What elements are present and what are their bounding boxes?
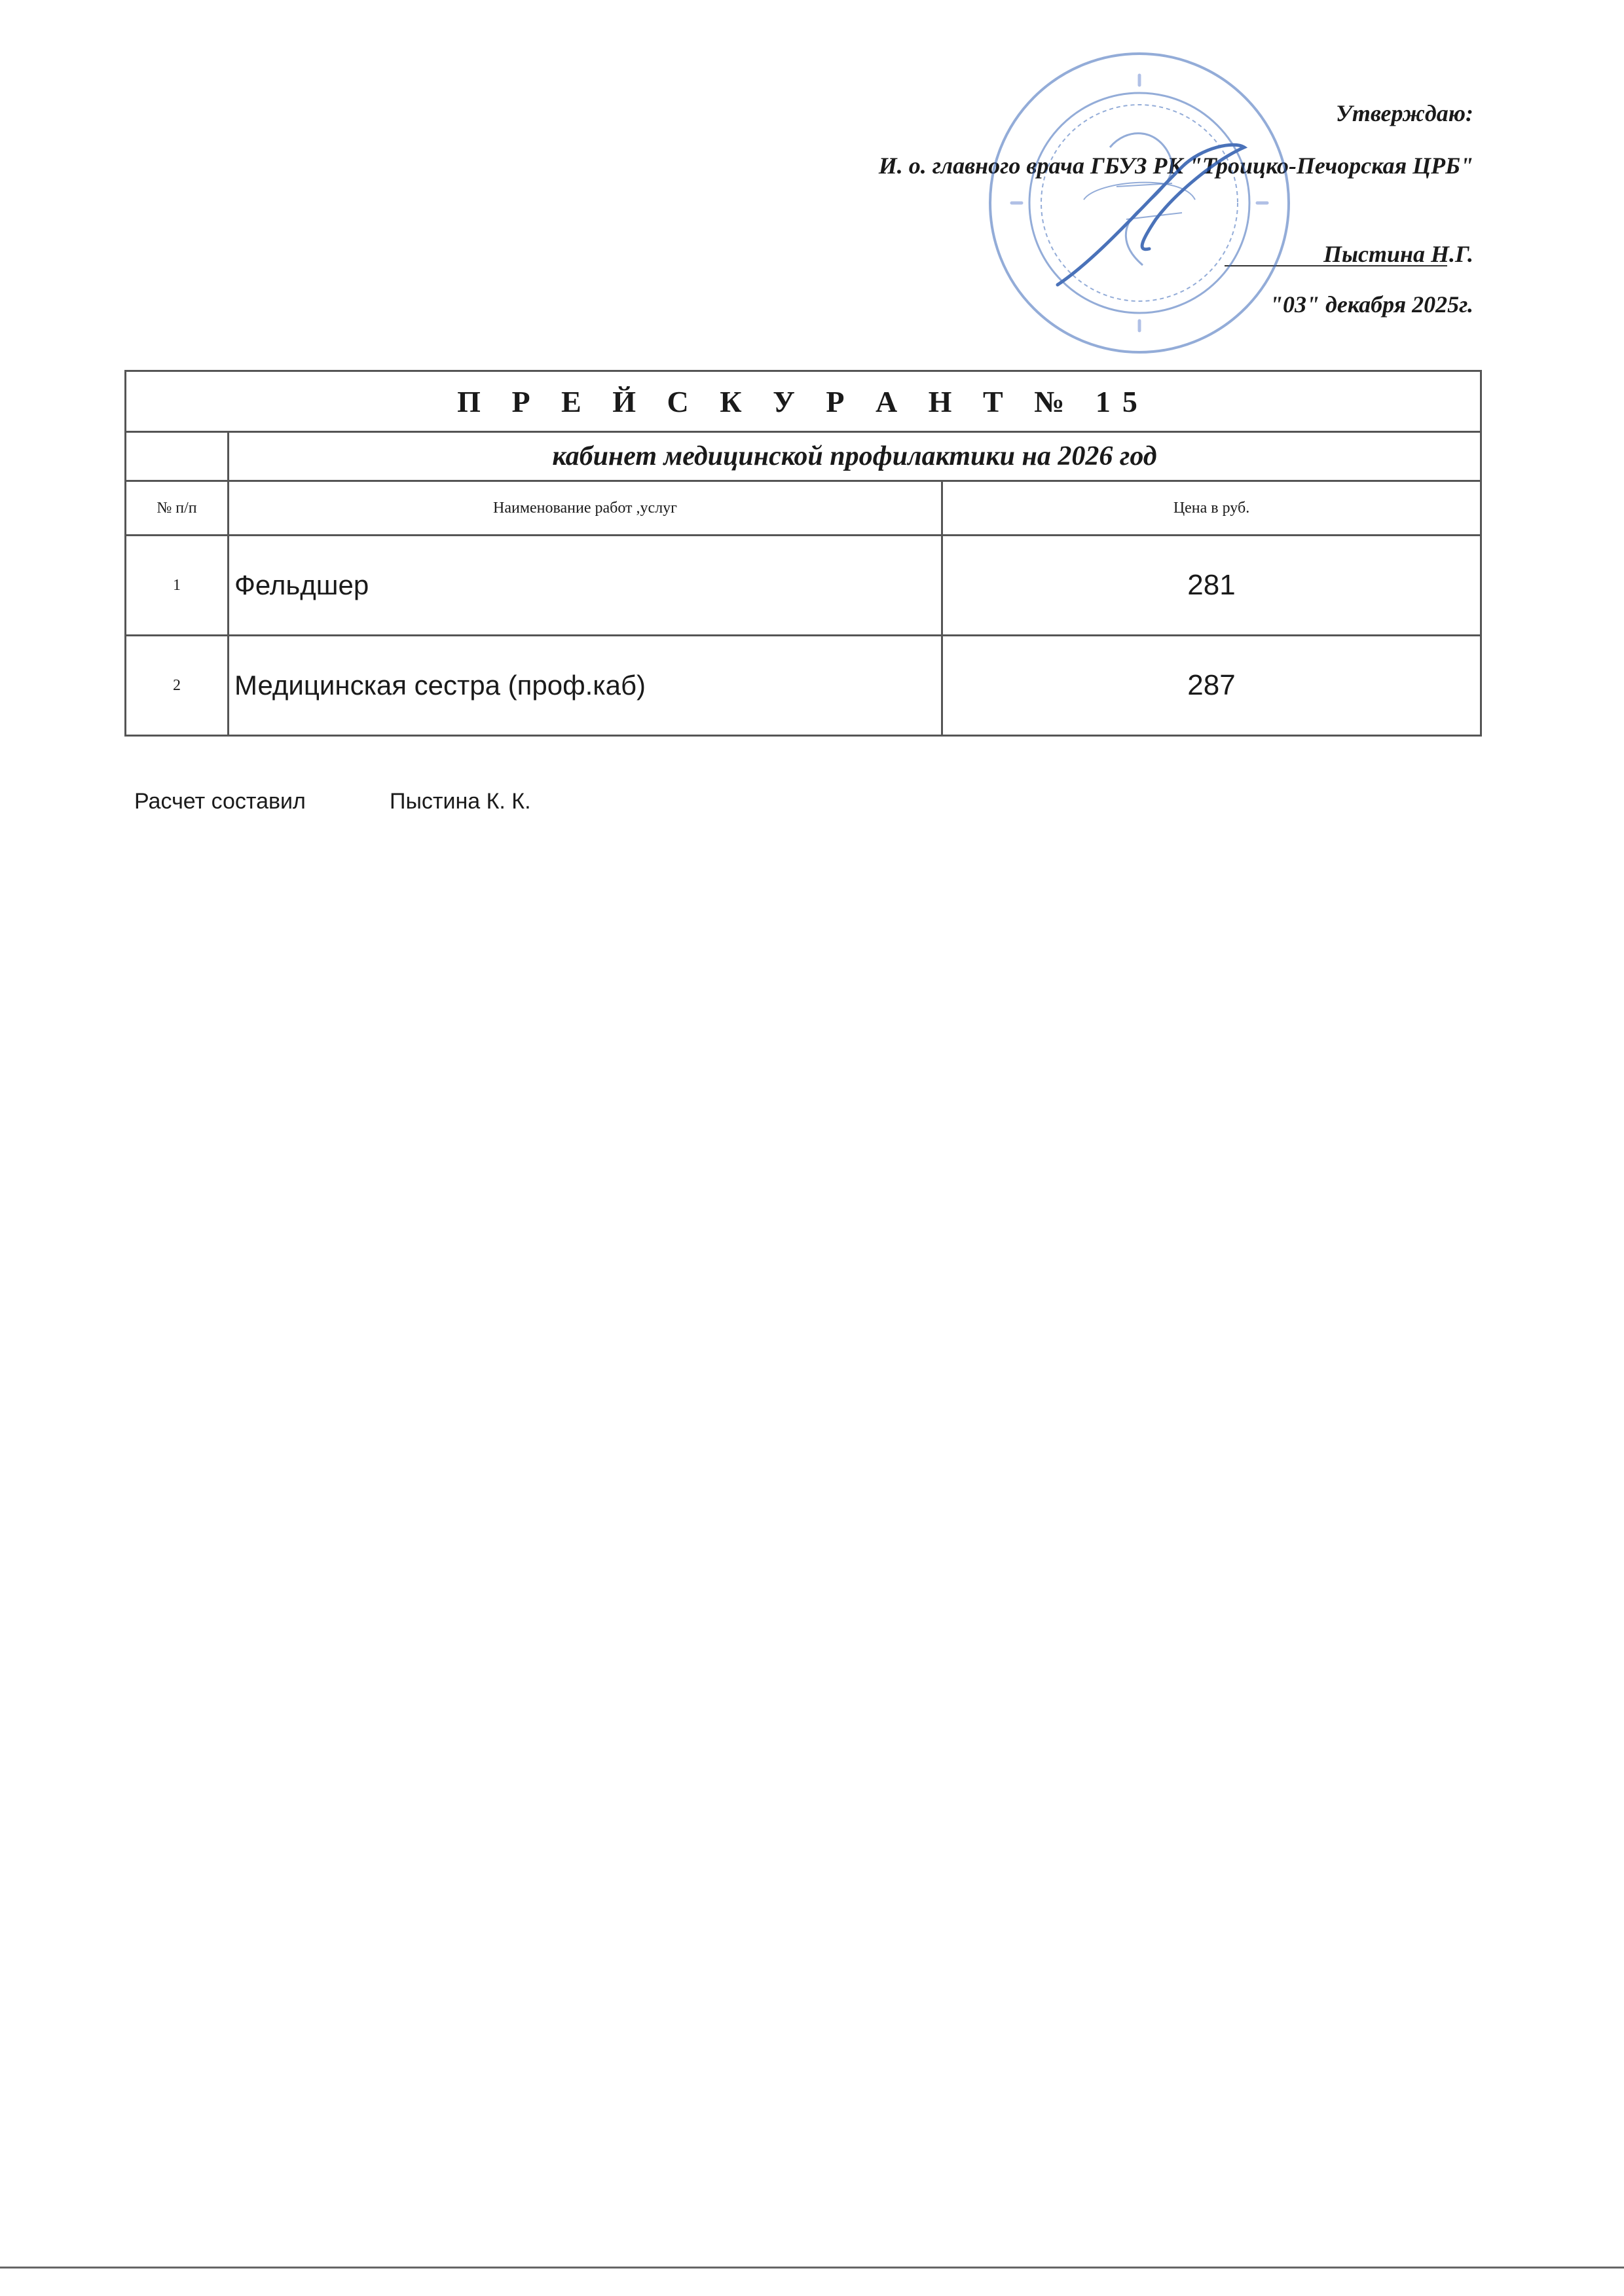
approval-date: "03" декабря 2025г. xyxy=(1269,291,1473,318)
approval-position: И. о. главного врача ГБУЗ РК "Троицко-Печорская ЦРБ" xyxy=(878,153,1473,179)
footer-label: Расчет составил xyxy=(134,789,306,814)
page-bottom-divider xyxy=(0,2267,1624,2269)
header-price: Цена в руб. xyxy=(942,481,1481,536)
header-name: Наименование работ ,услуг xyxy=(229,481,942,536)
row-price: 281 xyxy=(942,536,1481,636)
row-service-name: Фельдшер xyxy=(229,536,942,636)
row-price: 287 xyxy=(942,636,1481,736)
price-list-subtitle: кабинет медицинской профилактики на 2026 год xyxy=(229,432,1481,481)
price-list-table xyxy=(124,370,1482,737)
row-service-name: Медицинская сестра (проф.каб) xyxy=(229,636,942,736)
official-stamp-icon xyxy=(986,49,1293,357)
header-num: № п/п xyxy=(126,481,229,536)
table-row xyxy=(126,536,1481,636)
approval-signatory: Пыстина Н.Г. xyxy=(1323,241,1473,267)
footer-author: Пыстина К. К. xyxy=(390,789,531,814)
price-list-title: П Р Е Й С К У Р А Н Т № 15 xyxy=(126,371,1481,432)
footer-compiled-by xyxy=(134,789,531,814)
approval-label: Утверждаю: xyxy=(1335,100,1473,126)
table-row xyxy=(126,636,1481,736)
subtitle-empty-cell xyxy=(126,432,229,481)
row-num: 2 xyxy=(126,636,229,736)
row-num: 1 xyxy=(126,536,229,636)
